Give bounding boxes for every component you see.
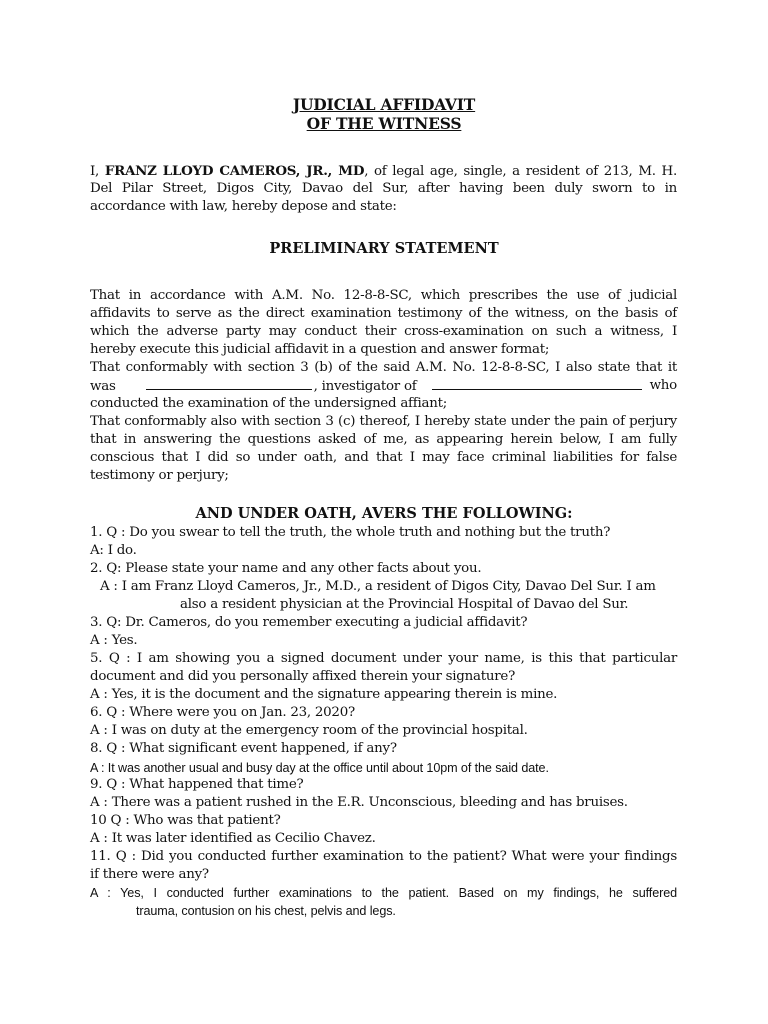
prelim-p3-line2: that in answering the questions asked of me, as appearing herein below, I am fully: [90, 432, 677, 447]
intro-line3: accordance with law, hereby depose and state:: [90, 199, 397, 214]
a5: A : Yes, it is the document and the signature appearing therein is mine.: [90, 687, 558, 702]
q11-line1: 11. Q : Did you conducted further examination to the patient? What were your findings: [90, 849, 677, 864]
q9: 9. Q : What happened that time?: [90, 777, 304, 792]
intro-line1: [90, 162, 677, 181]
a6: A : I was on duty at the emergency room of the provincial hospital.: [90, 723, 528, 738]
a11-line2: trauma, contusion on his chest, pelvis and legs.: [136, 904, 396, 918]
a2-line2: also a resident physician at the Provincial Hospital of Davao del Sur.: [180, 597, 629, 612]
prelim-p2-who: who: [649, 378, 677, 393]
prelim-p3-line4: testimony or perjury;: [90, 468, 229, 483]
affiant-name: FRANZ LLOYD CAMEROS, JR., MD: [104, 163, 365, 179]
a11-line1: A : Yes, I conducted further examinations to the patient. Based on my findings, he suffered: [90, 886, 677, 900]
a3: A : Yes.: [90, 633, 138, 648]
prelim-p2-line1: That conformably with section 3 (b) of the said A.M. No. 12-8-8-SC, I also state that it: [90, 360, 677, 375]
document-title-line2: OF THE WITNESS: [306, 114, 462, 133]
prelim-p3-line3: conscious that I did so under oath, and that I may face criminal liabilities for false: [90, 450, 677, 465]
a10: A : It was later identified as Cecilio Chavez.: [90, 831, 376, 846]
document-title-line1: JUDICIAL AFFIDAVIT: [292, 95, 476, 114]
prelim-p1-line2: affidavits to serve as the direct examination testimony of the witness, on the basis of: [90, 306, 677, 321]
q5-line2: document and did you personally affixed therein your signature?: [90, 669, 515, 684]
q11-line2: if there were any?: [90, 867, 209, 882]
q2: 2. Q: Please state your name and any other facts about you.: [90, 561, 482, 576]
prelim-p2-line2: [90, 377, 677, 396]
prelim-p2-line3: conducted the examination of the undersigned affiant;: [90, 396, 447, 411]
witness-name-blank[interactable]: [146, 377, 312, 390]
prelim-p1-line1: That in accordance with A.M. No. 12-8-8-SC, which prescribes the use of judicial: [90, 288, 677, 303]
prelim-p2-investigator: , investigator of: [313, 379, 417, 394]
intro-text-line1: , of legal age, single, a resident of 213, M. H.: [364, 164, 677, 179]
q1: 1. Q : Do you swear to tell the truth, the whole truth and nothing but the truth?: [90, 525, 611, 540]
prelim-p3-line1: That conformably also with section 3 (c) thereof, I hereby state under the pain of perjury: [90, 414, 677, 429]
prelim-p2-was: was: [90, 379, 116, 394]
oath-heading: AND UNDER OATH, AVERS THE FOLLOWING:: [195, 505, 573, 522]
intro-prefix: I,: [90, 164, 100, 179]
prelim-p1-line3: which the adverse party may conduct their cross-examination on such a witness, I: [90, 324, 677, 339]
q10: 10 Q : Who was that patient?: [90, 813, 281, 828]
a1: A: I do.: [90, 543, 137, 558]
intro-line2: Del Pilar Street, Digos City, Davao del Sur, after having been duly sworn to in: [90, 181, 677, 196]
preliminary-heading: PRELIMINARY STATEMENT: [269, 240, 499, 257]
a9: A : There was a patient rushed in the E.R. Unconscious, bleeding and has bruises.: [90, 795, 628, 810]
q3: 3. Q: Dr. Cameros, do you remember executing a judicial affidavit?: [90, 615, 528, 630]
a8: A : It was another usual and busy day at the office until about 10pm of the said date.: [90, 761, 549, 775]
q5-line1: 5. Q : I am showing you a signed document under your name, is this that particular: [90, 651, 677, 666]
prelim-p1-line4: hereby execute this judicial affidavit in a question and answer format;: [90, 342, 550, 357]
q6: 6. Q : Where were you on Jan. 23, 2020?: [90, 705, 355, 720]
investigator-office-blank[interactable]: [432, 377, 642, 390]
q8: 8. Q : What significant event happened, if any?: [90, 741, 397, 756]
a2-line1: A : I am Franz Lloyd Cameros, Jr., M.D., a resident of Digos City, Davao Del Sur. I am: [100, 579, 656, 594]
